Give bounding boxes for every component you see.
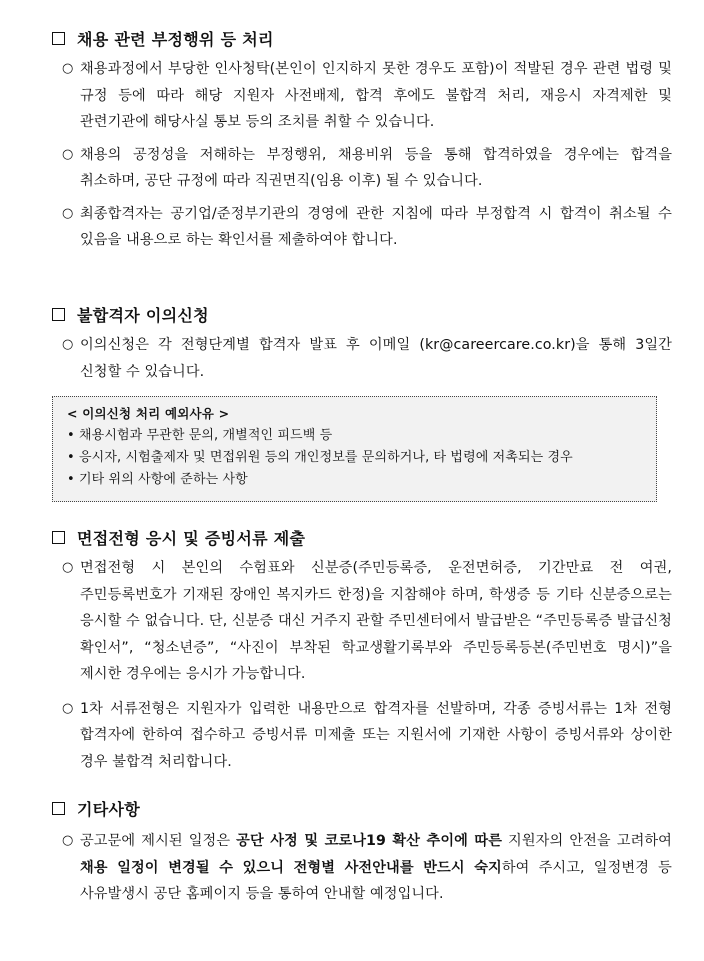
list-item: [52, 332, 672, 385]
circle-bullet-icon: ○: [62, 700, 74, 716]
bullet-text: 지원자의 안전을 고려하여: [502, 833, 672, 849]
list-item: [52, 555, 672, 688]
exception-item: • 응시자, 시험출제자 및 면접위원 등의 개인정보를 문의하거나, 타 법령에 저촉되는 경우: [67, 450, 573, 465]
circle-bullet-icon: ○: [62, 833, 74, 848]
section-heading: [52, 796, 672, 820]
section-appeal: [52, 302, 672, 385]
checkbox-square-icon: [52, 531, 65, 544]
bullet-text: 면접전형 시 본인의 수험표와 신분증(주민등록증, 운전면허증, 기간만료 전 여권, 주민등록번호가 기재된 장애인 복지카드 한정)을 지참해야 하며, 학생증 등 기타 신분증으로는 응시할 수 없습니다. 단, 신분증 대신 거주지 관할 주민센터에서 발급받은 “주민등록증 발급신청 확인서”, “청소년증”, “사진이 부착된 학교생활기록부와 주민등록등본(주민번호 명시)”을 제시한 경우에는 응시가 가능합니다.: [80, 560, 672, 682]
checkbox-square-icon: [52, 802, 65, 815]
exception-title: < 이의신청 처리 예외사유 >: [67, 406, 230, 421]
bullet-text: 채용의 공정성을 저해하는 부정행위, 채용비위 등을 통해 합격하였을 경우에는 합격을 취소하며, 공단 규정에 따라 직권면직(임용 이후) 될 수 있습니다.: [80, 146, 672, 189]
section-misconduct: [52, 26, 672, 254]
appeal-exception-box: [52, 396, 657, 502]
heading-text: 채용 관련 부정행위 등 처리: [77, 29, 274, 49]
checkbox-square-icon: [52, 32, 65, 45]
checkbox-square-icon: [52, 308, 65, 321]
section-heading: [52, 26, 672, 50]
bullet-text: 최종합격자는 공기업/준정부기관의 경영에 관한 지침에 따라 부정합격 시 합격이 취소될 수 있음을 내용으로 하는 확인서를 제출하여야 합니다.: [80, 205, 672, 248]
bold-emphasis-text: 채용 일정이 변경될 수 있으니 전형별 사전안내를 반드시 숙지: [80, 859, 502, 876]
exception-item: • 채용시험과 무관한 문의, 개별적인 피드백 등: [67, 428, 333, 443]
bold-emphasis-text: 공단 사정 및 코로나19 확산 추이에 따른: [236, 833, 503, 849]
section-heading: [52, 525, 672, 549]
list-item: [52, 828, 672, 908]
circle-bullet-icon: ○: [62, 146, 74, 162]
bullet-text: 하여 주시고, 일정변경 등 사유발생시 공단 홈페이지 등을 통하여 안내할 예정입니다.: [80, 859, 672, 902]
list-item: [52, 56, 672, 136]
list-item: [52, 142, 672, 195]
heading-text: 기타사항: [77, 799, 141, 819]
section-other: [52, 796, 672, 908]
circle-bullet-icon: ○: [62, 560, 74, 575]
bullet-text: 공고문에 제시된 일정은: [80, 833, 237, 849]
heading-text: 면접전형 응시 및 증빙서류 제출: [77, 528, 306, 548]
heading-text: 불합격자 이의신청: [77, 305, 209, 325]
bullet-text: 1차 서류전형은 지원자가 입력한 내용만으로 합격자를 선발하며, 각종 증빙서류는 1차 전형 합격자에 한하여 접수하고 증빙서류 미제출 또는 지원서에 기재한 사항이 증빙서류와 상이한 경우 불합격 처리합니다.: [80, 700, 672, 770]
circle-bullet-icon: ○: [62, 337, 74, 352]
circle-bullet-icon: ○: [62, 205, 74, 221]
section-interview: [52, 525, 672, 775]
bullet-text: 채용과정에서 부당한 인사청탁(본인이 인지하지 못한 경우도 포함)이 적발된 경우 관련 법령 및 규정 등에 따라 해당 지원자 사전배제, 합격 후에도 불합격 처리, 재응시 자격제한 및 관련기관에 해당사실 통보 등의 조치를 취할 수 있습니다.: [80, 61, 672, 130]
exception-item: • 기타 위의 사항에 준하는 사항: [67, 472, 248, 487]
list-item: [52, 201, 672, 254]
section-heading: [52, 302, 672, 326]
list-item: [52, 696, 672, 776]
bullet-text: 이의신청은 각 전형단계별 합격자 발표 후 이메일 (kr@careercare.co.kr)을 통해 3일간 신청할 수 있습니다.: [80, 337, 672, 380]
circle-bullet-icon: ○: [62, 61, 74, 76]
